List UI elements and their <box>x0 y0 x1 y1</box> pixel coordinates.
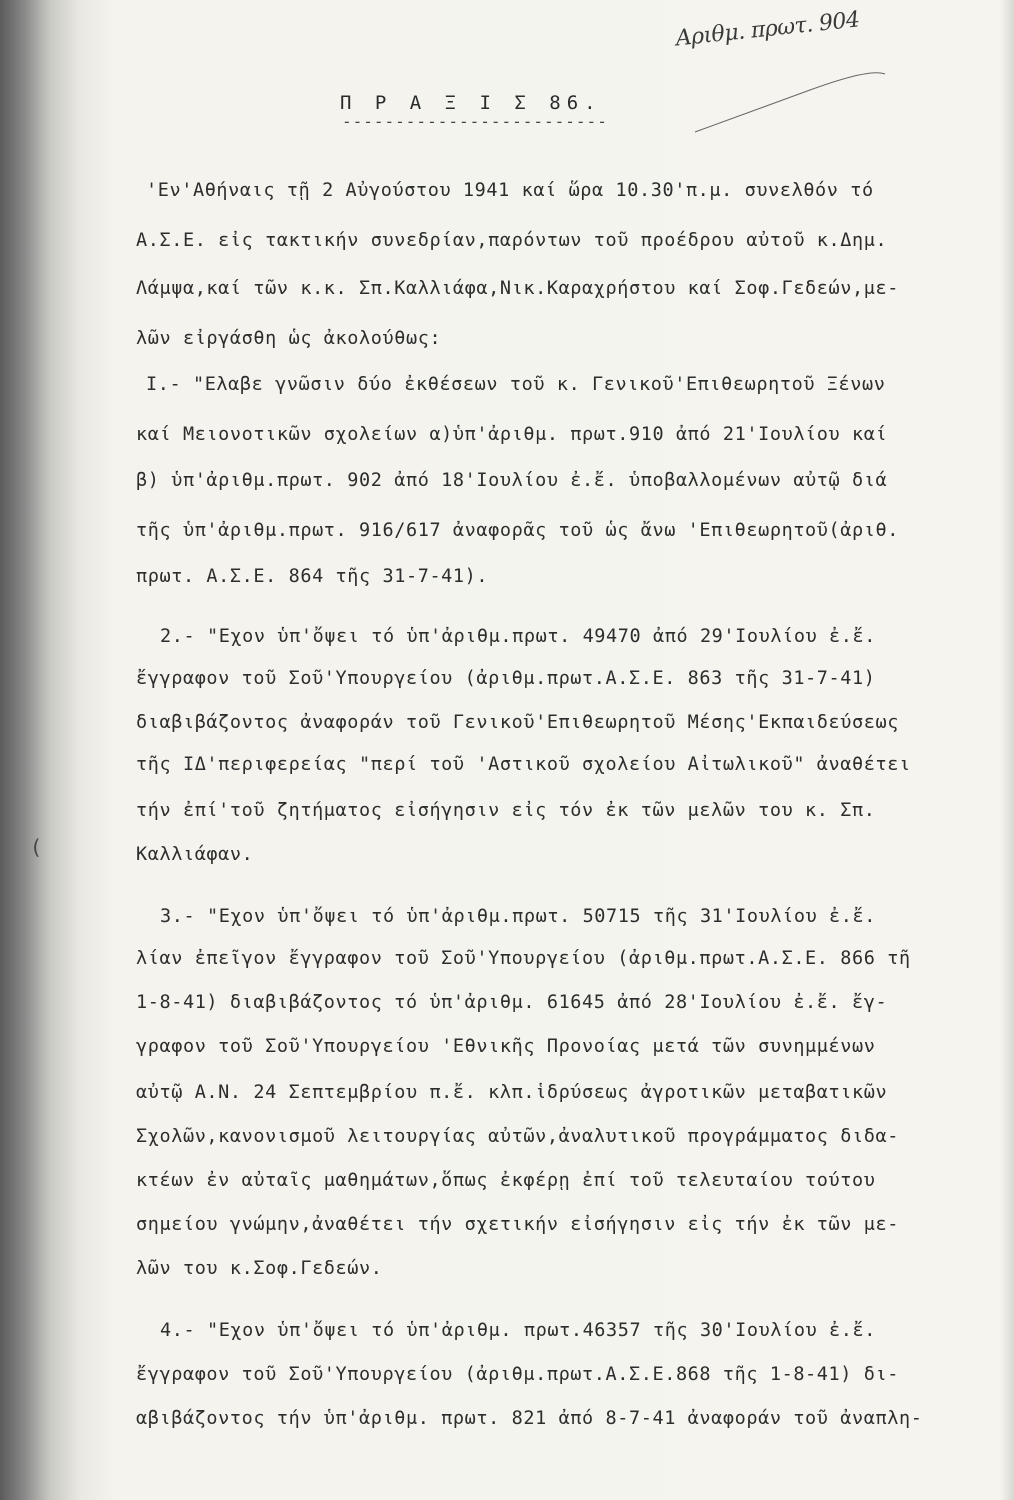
text-line: Α.Σ.Ε. εἰς τακτικήν συνεδρίαν,παρόντων τοῦ προέδρου αὐτοῦ κ.Δημ. <box>136 230 888 251</box>
text-line: Σχολῶν,κανονισμοῦ λειτουργίας αὐτῶν,ἀναλυτικοῦ προγράμματος διδα- <box>136 1126 899 1147</box>
text-line: 4.- "Εχον ὑπ'ὄψει τό ὑπ'ἀριθμ. πρωτ.46357 τῆς 30'Ιουλίου ἐ.ἔ. <box>160 1320 877 1341</box>
document-title: Π Ρ Α Ξ Ι Σ 86. <box>340 92 602 114</box>
text-line: διαβιβάζοντος ἀναφοράν τοῦ Γενικοῦ'Επιθεωρητοῦ Μέσης'Εκπαιδεύσεως <box>136 712 899 733</box>
text-line: αβιβάζοντος τήν ὑπ'ἀριθμ. πρωτ. 821 ἀπό 8-7-41 ἀναφοράν τοῦ ἀναπλη- <box>136 1408 923 1429</box>
text-line: β) ὑπ'ἀριθμ.πρωτ. 902 ἀπό 18'Ιουλίου ἐ.ἔ. ὑποβαλλομένων αὐτῷ διά <box>136 470 888 491</box>
text-line: λῶν εἰργάσθη ὡς ἀκολούθως: <box>136 328 442 349</box>
title-underline: ------------------------- <box>342 112 608 131</box>
text-line: καί Μειονοτικῶν σχολείων α)ὑπ'ἀριθμ. πρωτ.910 ἀπό 21'Ιουλίου καί <box>136 424 888 445</box>
text-line: ἔγγραφον τοῦ Σοῦ'Υπουργείου (ἀριθμ.πρωτ.Α.Σ.Ε.868 τῆς 1-8-41) δι- <box>136 1364 899 1385</box>
text-line: σημείου γνώμην,ἀναθέτει τήν σχετικήν εἰσήγησιν εἰς τήν ἐκ τῶν με- <box>136 1214 899 1235</box>
pen-stroke-curve <box>690 72 890 142</box>
text-line: λῶν του κ.Σοφ.Γεδεών. <box>136 1258 383 1279</box>
text-line: ἔγγραφον τοῦ Σοῦ'Υπουργείου (ἀριθμ.πρωτ.Α.Σ.Ε. 863 τῆς 31-7-41) <box>136 668 876 689</box>
text-line: τήν ἐπί'τοῦ ζητήματος εἰσήγησιν εἰς τόν ἐκ τῶν μελῶν του κ. Σπ. <box>136 800 876 821</box>
margin-mark: ( <box>30 835 43 859</box>
text-line: αὐτῷ Α.Ν. 24 Σεπτεμβρίου π.ἔ. κλπ.ἱδρύσεως ἀγροτικῶν μεταβατικῶν <box>136 1082 888 1103</box>
text-line: Ι.- "Ελαβε γνῶσιν δύο ἐκθέσεων τοῦ κ. Γενικοῦ'Επιθεωρητοῦ Ξένων <box>146 374 886 395</box>
text-line: πρωτ. Α.Σ.Ε. 864 τῆς 31-7-41). <box>136 566 489 587</box>
text-line: 'Εν'Αθήναις τῇ 2 Αὐγούστου 1941 καί ὥρα 10.30'π.μ. συνελθόν τό <box>146 180 874 201</box>
text-line: κτέων ἐν αὐταῖς μαθημάτων,ὅπως ἐκφέρῃ ἐπί τοῦ τελευταίου τούτου <box>136 1170 876 1191</box>
text-line: τῆς ὑπ'ἀριθμ.πρωτ. 916/617 ἀναφορᾶς τοῦ ὡς ἄνω 'Επιθεωρητοῦ(ἀριθ. <box>136 520 899 541</box>
text-line: 3.- "Εχον ὑπ'ὄψει τό ὑπ'ἀριθμ.πρωτ. 50715 τῆς 31'Ιουλίου ἐ.ἔ. <box>160 906 877 927</box>
text-line: γραφον τοῦ Σοῦ'Υπουργείου 'Εθνικῆς Προνοίας μετά τῶν συνημμένων <box>136 1036 876 1057</box>
text-line: 2.- "Εχον ὑπ'ὄψει τό ὑπ'ἀριθμ.πρωτ. 49470 ἀπό 29'Ιουλίου ἐ.ἔ. <box>160 626 877 647</box>
text-line: 1-8-41) διαβιβάζοντος τό ὑπ'ἀριθμ. 61645 ἀπό 28'Ιουλίου ἐ.ἔ. ἔγ- <box>136 992 888 1013</box>
text-line: Καλλιάφαν. <box>136 844 254 865</box>
text-line: τῆς ΙΔ'περιφερείας "περί τοῦ 'Αστικοῦ σχολείου Αἰτωλικοῦ" ἀναθέτει <box>136 754 911 775</box>
handwritten-annotation: Αριθμ. πρωτ. 904 <box>674 7 861 52</box>
text-line: Λάμψα,καί τῶν κ.κ. Σπ.Καλλιάφα,Νικ.Καραχρήστου καί Σοφ.Γεδεών,με- <box>136 278 899 299</box>
text-line: λίαν ἐπεῖγον ἔγγραφον τοῦ Σοῦ'Υπουργείου (ἀριθμ.πρωτ.Α.Σ.Ε. 866 τῆ <box>136 948 911 969</box>
